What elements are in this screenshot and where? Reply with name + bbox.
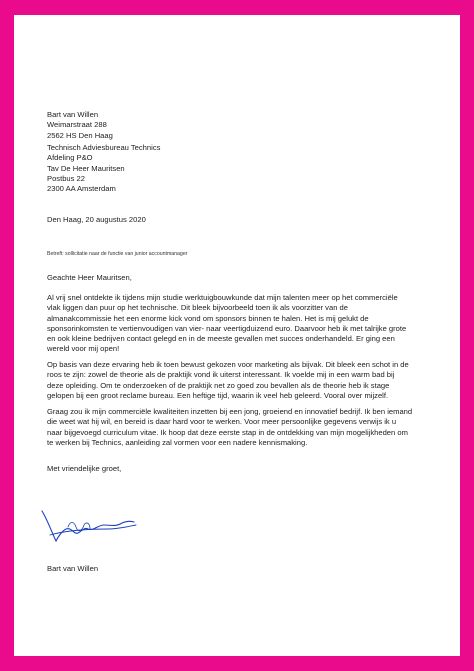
sender-line: Weimarstraat 288 [47,120,107,130]
paragraph-line: naar bijgevoegd curriculum vitae. Ik hoop dat deze eerste stap in de ontdekking van mijn mogelijkheden om [47,427,408,437]
sender-line: 2562 HS Den Haag [47,130,113,140]
salutation: Geachte Heer Mauritsen, [47,273,132,282]
paragraph-line: sponsorinkomsten te vertienvoudigen van vier- naar veertigduizend euro. Daarvoor heb ik met talrijke grote [47,323,407,333]
paragraph-line: Graag zou ik mijn commerciële kwaliteiten inzetten bij een jong, groeiend en innovatief bedrijf. Ik ben iemand [47,407,413,416]
paragraph-line: Al vrij snel ontdekte ik tijdens mijn studie werktuigbouwkunde dat mijn talenten meer op het commerciële [47,293,398,302]
recipient-line: Postbus 22 [47,173,85,183]
letter-date: Den Haag, 20 augustus 2020 [47,215,146,224]
handwritten-signature [38,491,138,546]
paragraph-line: almanakcommissie het een enorme kick vond om sponsors binnen te halen. Het is mij gelukt de [47,313,369,323]
paragraph-line: te werken bij Technics, aanleiding zal vormen voor een nadere kennismaking. [47,437,308,447]
paragraph-line: vlak liggen dan puur op het technische. Dit bleek bijvoorbeeld toen ik als voorzitter van de [47,303,348,313]
recipient-line: Afdeling P&O [47,153,93,163]
paragraph-line: gelopen bij een groot reclame bureau. Een heftige tijd, waarin ik veel heb geleerd. Vooral over mijzelf. [47,390,389,400]
recipient-line: Technisch Adviesbureau Technics [47,143,161,152]
paragraph-line: wereld voor mij open! [47,344,120,354]
sender-line: Bart van Willen [47,110,99,119]
paragraph-line: en ook kleine bedrijven contact gelegd en in de meeste gevallen met succes onderhandeld. Er ging een [47,334,395,344]
paragraph-line: die weet wat hij wil, en bereid is daar hard voor te werken. Voor meer persoonlijke gegevens verwijs ik u [47,417,397,427]
paragraph-1 [47,293,406,355]
closing: Met vriendelijke groet, [47,464,122,473]
signature-name: Bart van Willen [47,564,99,573]
letter-page [14,15,460,656]
paragraph-line: roos te zijn: zowel de theorie als de praktijk vond ik uiterst interessant. Ik voelde mij in een warm bad bij [47,370,395,380]
subject-line: Betreft: sollicitatie naar de functie van junior accountmanager [47,251,188,257]
paragraph-line: Op basis van deze ervaring heb ik toen bewust gekozen voor marketing als bijvak. Dit bleek een schot in de [47,360,409,369]
paragraph-3 [47,407,412,448]
recipient-line: Tav De Heer Mauritsen [47,163,125,173]
paragraph-2 [47,360,409,401]
sender-address [47,110,113,141]
recipient-line: 2300 AA Amsterdam [47,184,116,194]
recipient-address [47,143,160,194]
paragraph-line: deze opleiding. Om te onderzoeken of de praktijk net zo goed zou bevallen als de theorie heb ik stage [47,380,390,390]
